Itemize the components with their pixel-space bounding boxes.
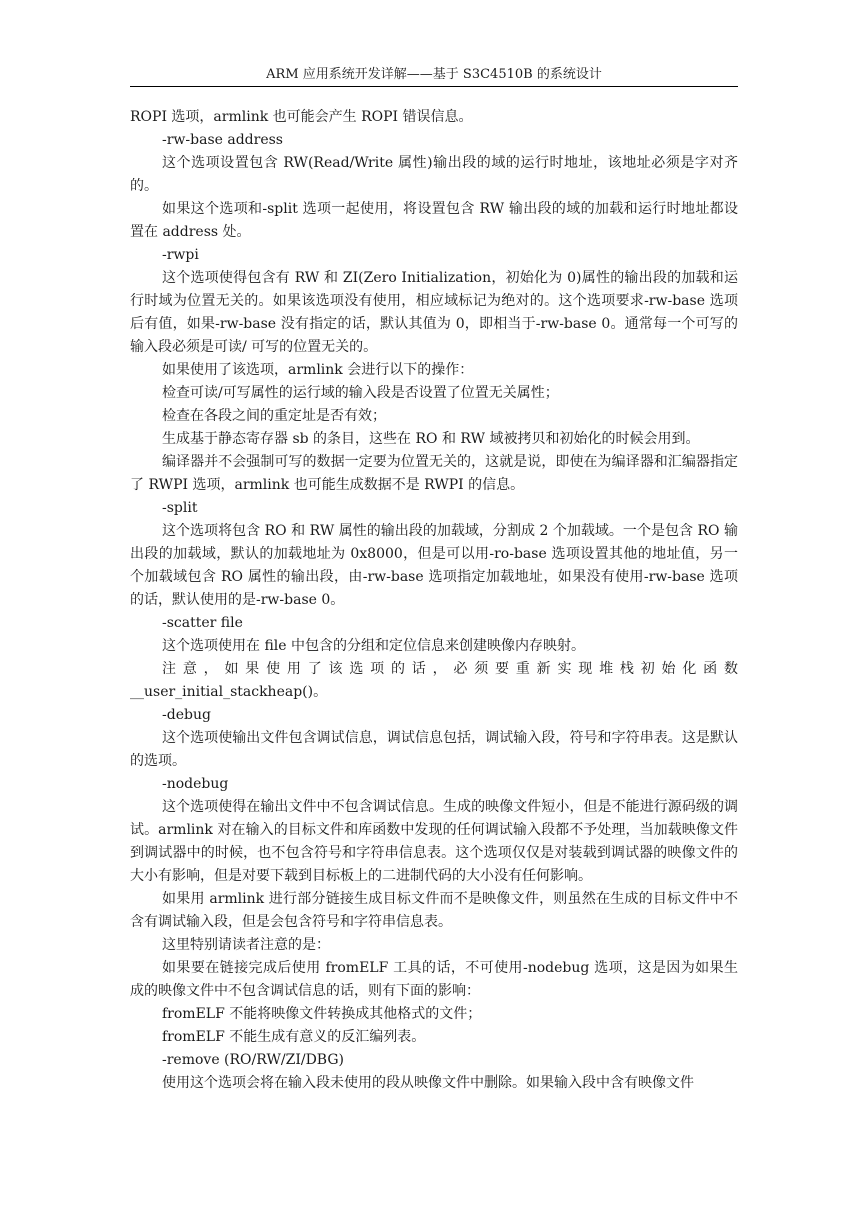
body-paragraph: 检查可读/可写属性的运行域的输入段是否设置了位置无关属性； (162, 385, 559, 401)
body-paragraph: 注意，如果使用了该选项的话，必须要重新实现堆栈初始化函数 (162, 661, 738, 677)
option-heading: -split (162, 500, 198, 516)
body-paragraph: 这个选项将包含 RO 和 RW 属性的输出段的加载域，分割成 2 个加载域。一个是包含 RO 输出段的加载域，默认的加载地址为 0x8000，但是可以用-ro-base 选项设置其他的地址值，另一个加载域包含 RO 属性的输出段，由-rw-base 选项指定加载地址，如果没有使用-rw-base 选项的话，默认使用的是-rw-base 0。 (130, 523, 738, 608)
body-paragraph: 这里特别请读者注意的是： (162, 937, 330, 953)
body-paragraph: 生成基于静态寄存器 sb 的条目，这些在 RO 和 RW 域被拷贝和初始化的时候会用到。 (162, 431, 700, 447)
body-paragraph: __user_initial_stackheap()。 (130, 684, 328, 700)
body-paragraph: 这个选项使用在 file 中包含的分组和定位信息来创建映像内存映射。 (162, 638, 585, 654)
body-paragraph: 使用这个选项会将在输入段未使用的段从映像文件中删除。如果输入段中含有映像文件 (162, 1075, 694, 1091)
body-paragraph: ROPI 选项，armlink 也可能会产生 ROPI 错误信息。 (130, 109, 473, 125)
option-heading: -rwpi (162, 247, 199, 263)
option-heading: -scatter file (162, 615, 243, 631)
option-heading: -nodebug (162, 776, 229, 792)
body-paragraph: 检查在各段之间的重定址是否有效； (162, 408, 386, 424)
body-paragraph: 编译器并不会强制可写的数据一定要为位置无关的，这就是说，即使在为编译器和汇编器指定了 RWPI 选项，armlink 也可能生成数据不是 RWPI 的信息。 (130, 454, 738, 493)
body-paragraph: 这个选项使得包含有 RW 和 ZI(Zero Initialization，初始化为 0)属性的输出段的加载和运行时域为位置无关的。如果该选项没有使用，相应域标记为绝对的。这个选项要求-rw-base 选项后有值，如果-rw-base 没有指定的话，默认其值为 0，即相当于-rw-base 0。通常每一个可写的输入段必须是可读/ 可写的位置无关的。 (130, 270, 738, 355)
option-heading: -debug (162, 707, 211, 723)
document-body (130, 106, 738, 1095)
body-paragraph: 这个选项设置包含 RW(Read/Write 属性)输出段的域的运行时地址，该地址必须是字对齐的。 (130, 155, 738, 194)
body-paragraph: 如果这个选项和-split 选项一起使用，将设置包含 RW 输出段的域的加载和运行时地址都设置在 address 处。 (130, 201, 738, 240)
body-paragraph: 这个选项使得在输出文件中不包含调试信息。生成的映像文件短小，但是不能进行源码级的调试。armlink 对在输入的目标文件和库函数中发现的任何调试输入段都不予处理，当加载映像文件到调试器中的时候，也不包含符号和字符串信息表。这个选项仅仅是对装载到调试器的映像文件的大小有影响，但是对要下载到目标板上的二进制代码的大小没有任何影响。 (130, 799, 738, 884)
option-heading: -rw-base address (162, 132, 283, 148)
page-header (130, 66, 738, 87)
body-paragraph: 如果使用了该选项，armlink 会进行以下的操作： (162, 362, 474, 378)
body-paragraph: 这个选项使输出文件包含调试信息，调试信息包括，调试输入段，符号和字符串表。这是默认的选项。 (130, 730, 738, 769)
header-title: ARM 应用系统开发详解——基于 S3C4510B 的系统设计 (266, 67, 602, 82)
body-paragraph: fromELF 不能将映像文件转换成其他格式的文件； (162, 1006, 482, 1022)
body-paragraph: fromELF 不能生成有意义的反汇编列表。 (162, 1029, 426, 1045)
body-paragraph: 如果要在链接完成后使用 fromELF 工具的话，不可使用-nodebug 选项，这是因为如果生成的映像文件中不包含调试信息的话，则有下面的影响： (130, 960, 738, 999)
option-heading: -remove (RO/RW/ZI/DBG) (162, 1052, 344, 1068)
body-paragraph: 如果用 armlink 进行部分链接生成目标文件而不是映像文件，则虽然在生成的目标文件中不含有调试输入段，但是会包含符号和字符串信息表。 (130, 891, 738, 930)
